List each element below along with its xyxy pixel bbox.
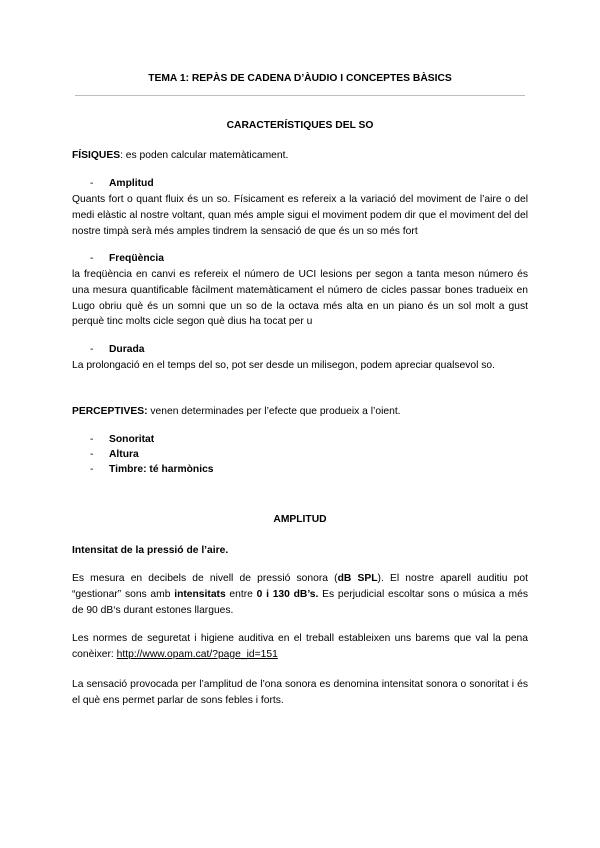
bullet-dash: -	[90, 344, 94, 355]
p1-text-e: entre	[225, 588, 257, 600]
amplitud-paragraph: Quants fort o quant fluix és un so. Físicament es refereix a la variació del moviment de l’aire o del medi elàstic al nostre voltant, quan més ample sigui el moviment podem dir que el moviment del del nostre timpà serà més amples tindrem la sensació de que és un so més fort	[72, 194, 528, 237]
p1-text-c: ). El nostre aparell auditiu pot “gestionar” sons amb	[72, 573, 528, 600]
perceptives-label: PERCEPTIVES:	[72, 406, 148, 417]
bullet-sonoritat-label: Sonoritat	[109, 434, 155, 445]
opam-link[interactable]: http://www.opam.cat/?page_id=151	[116, 648, 278, 660]
title-divider	[75, 95, 525, 96]
perceptives-line	[72, 404, 528, 420]
bullet-dash: -	[90, 434, 94, 445]
perceptives-text: venen determinades per l’efecte que produeix a l’oient.	[147, 406, 401, 417]
bullet-dash: -	[90, 253, 94, 264]
paragraph-mesura	[72, 571, 528, 618]
bullet-amplitud	[90, 178, 154, 189]
bullet-altura	[90, 449, 139, 460]
p1-db-spl: dB SPL	[337, 573, 378, 584]
subheading-intensitat: Intensitat de la pressió de l’aire.	[72, 545, 229, 556]
paragraph-sensacio: La sensació provocada per l’amplitud de l’ona sonora es denomina intensitat sonora o sonoritat i és el què ens permet parlar de sons febles i forts.	[72, 679, 528, 706]
frequencia-paragraph: la freqüència en canvi es refereix el número de UCI lesions per segon a tanta meson número és una mesura quantificable fàcilment matemàticament el número de cicles passar bones tradueix en Lugo obriu què és un somni que un so de la octava més alta en un piano és un sol molt a gust perquè tinc molts cicle segon què dius ha tocat per u	[72, 269, 528, 328]
document-title: TEMA 1: REPÀS DE CADENA D’ÀUDIO I CONCEPTES BÀSICS	[148, 73, 452, 84]
bullet-durada-label: Durada	[109, 344, 145, 355]
fisiques-label: FÍSIQUES	[72, 150, 121, 161]
bullet-altura-label: Altura	[109, 449, 139, 460]
section-heading-amplitud: AMPLITUD	[273, 514, 327, 525]
bullet-dash: -	[90, 178, 94, 189]
p1-range: 0 i 130 dB’s.	[256, 588, 319, 600]
section-heading-caracteristiques: CARACTERÍSTIQUES DEL SO	[226, 120, 374, 131]
bullet-frequencia	[90, 253, 164, 264]
bullet-amplitud-label: Amplitud	[109, 178, 154, 189]
fisiques-line	[72, 148, 528, 164]
p2-text: Les normes de seguretat i higiene auditiva en el treball estableixen uns barems que val la pena conèixer:	[72, 633, 528, 660]
paragraph-normes	[72, 631, 528, 663]
bullet-timbre	[90, 464, 214, 475]
bullet-timbre-label: Timbre: té harmònics	[109, 464, 214, 475]
bullet-dash: -	[90, 449, 94, 460]
fisiques-text: : es poden calcular matemàticament.	[120, 150, 289, 161]
p1-text-g: Es perjudicial escoltar sons o música a més de 90 dB‘s durant estones llargues.	[72, 588, 528, 616]
bullet-frequencia-label: Freqüència	[109, 253, 164, 264]
p1-intensitats: intensitats	[174, 588, 226, 600]
durada-paragraph: La prolongació en el temps del so, pot ser desde un milisegon, podem apreciar qualsevol so.	[72, 360, 495, 371]
bullet-sonoritat	[90, 434, 154, 445]
p1-text-a: Es mesura en decibels de nivell de pressió sonora (	[72, 573, 338, 584]
bullet-dash: -	[90, 464, 94, 475]
bullet-durada	[90, 344, 144, 355]
